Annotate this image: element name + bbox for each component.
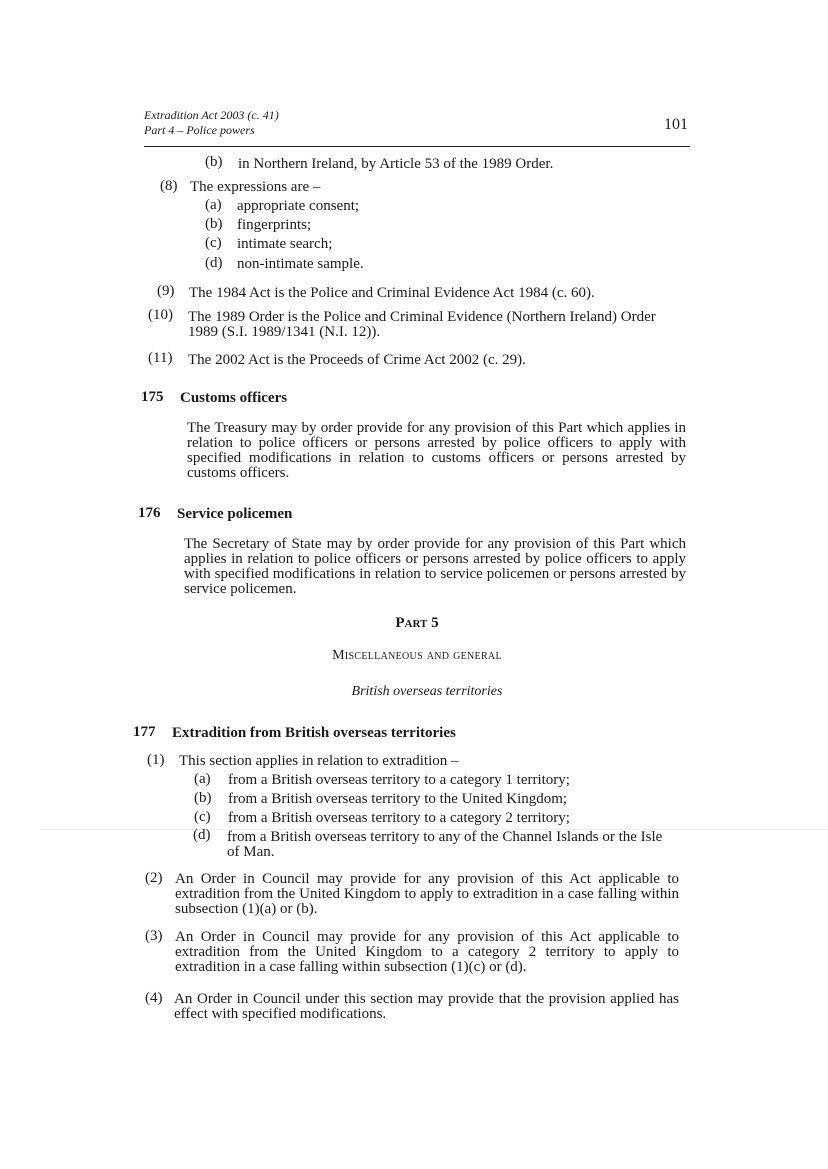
subsection-text: An Order in Council may provide for any provision of this Act applicable to extradition from the United Kingdom to apply to extradition in a case falling within subsection (1)(a) or (b).: [175, 871, 679, 917]
item-text-line2: of Man.: [227, 844, 275, 860]
section-number: 177: [133, 724, 156, 740]
item-label: (b): [205, 216, 223, 232]
subsection-text: The 2002 Act is the Proceeds of Crime Act 2002 (c. 29).: [188, 352, 526, 368]
section-body: The Secretary of State may by order provide for any provision of this Part which applies in relation to police officers or persons arrested by police officers to apply with specified modifications in relation to service policemen or persons arrested by service policemen.: [184, 536, 686, 597]
item-label: (c): [194, 809, 211, 825]
subsection-text: The 1984 Act is the Police and Criminal Evidence Act 1984 (c. 60).: [189, 285, 595, 301]
subsection-number: (9): [157, 283, 175, 299]
section-heading: Customs officers: [180, 390, 288, 406]
subsection-intro: The expressions are –: [190, 179, 321, 195]
subsection-text: An Order in Council under this section may provide that the provision applied has effect with specified modifications.: [174, 991, 679, 1022]
subsection-number: (10): [148, 307, 173, 323]
header-part-line: Part 4 – Police powers: [144, 123, 255, 137]
section-body: The Treasury may by order provide for any provision of this Part which applies in relation to police officers or persons arrested by police officers to apply with specified modifications in relation to customs officers or persons arrested by customs officers.: [187, 420, 686, 481]
item-text: from a British overseas territory to a category 2 territory;: [228, 810, 570, 826]
item-label: (a): [205, 197, 222, 213]
part-title: Part 5: [395, 615, 439, 631]
subsection-number: (4): [145, 990, 163, 1006]
item-label: (c): [205, 235, 222, 251]
item-text: intimate search;: [237, 236, 333, 252]
item-label: (b): [194, 790, 212, 806]
subsection-text: An Order in Council may provide for any provision of this Act applicable to extradition from the United Kingdom to a category 2 territory to apply to extradition in a case falling within subsection (1)(c) or (d).: [175, 929, 679, 975]
item-text: fingerprints;: [237, 217, 312, 233]
item-text: non-intimate sample.: [237, 256, 364, 272]
section-heading: Extradition from British overseas territories: [172, 725, 456, 741]
subsection-intro: This section applies in relation to extradition –: [179, 753, 459, 769]
item-text: in Northern Ireland, by Article 53 of the 1989 Order.: [238, 156, 554, 172]
header-act-title: Extradition Act 2003 (c. 41): [144, 108, 279, 122]
item-label: (a): [194, 771, 211, 787]
header-rule: [144, 146, 690, 147]
part-subtitle: Miscellaneous and general: [332, 648, 502, 663]
subsection-number: (1): [147, 752, 165, 768]
subsection-number: (2): [145, 870, 163, 886]
item-label: (d): [193, 827, 211, 843]
page-number: 101: [664, 116, 688, 133]
item-text-line1: from a British overseas territory to any of the Channel Islands or the Isle: [227, 829, 663, 845]
section-number: 175: [141, 389, 164, 405]
section-heading: Service policemen: [177, 506, 293, 522]
item-label: (d): [205, 255, 223, 271]
section-number: 176: [138, 505, 161, 521]
item-text: from a British overseas territory to a category 1 territory;: [228, 772, 570, 788]
item-text: appropriate consent;: [237, 198, 360, 214]
item-text: from a British overseas territory to the United Kingdom;: [228, 791, 568, 807]
subsection-number: (3): [145, 928, 163, 944]
subsection-number: (8): [160, 178, 178, 194]
item-label: (b): [205, 154, 223, 170]
subsection-text-line1: The 1989 Order is the Police and Criminal Evidence (Northern Ireland) Order: [188, 309, 656, 325]
cross-heading: British overseas territories: [351, 684, 503, 699]
subsection-text-line2: 1989 (S.I. 1989/1341 (N.I. 12)).: [188, 324, 381, 340]
subsection-number: (11): [148, 350, 173, 366]
